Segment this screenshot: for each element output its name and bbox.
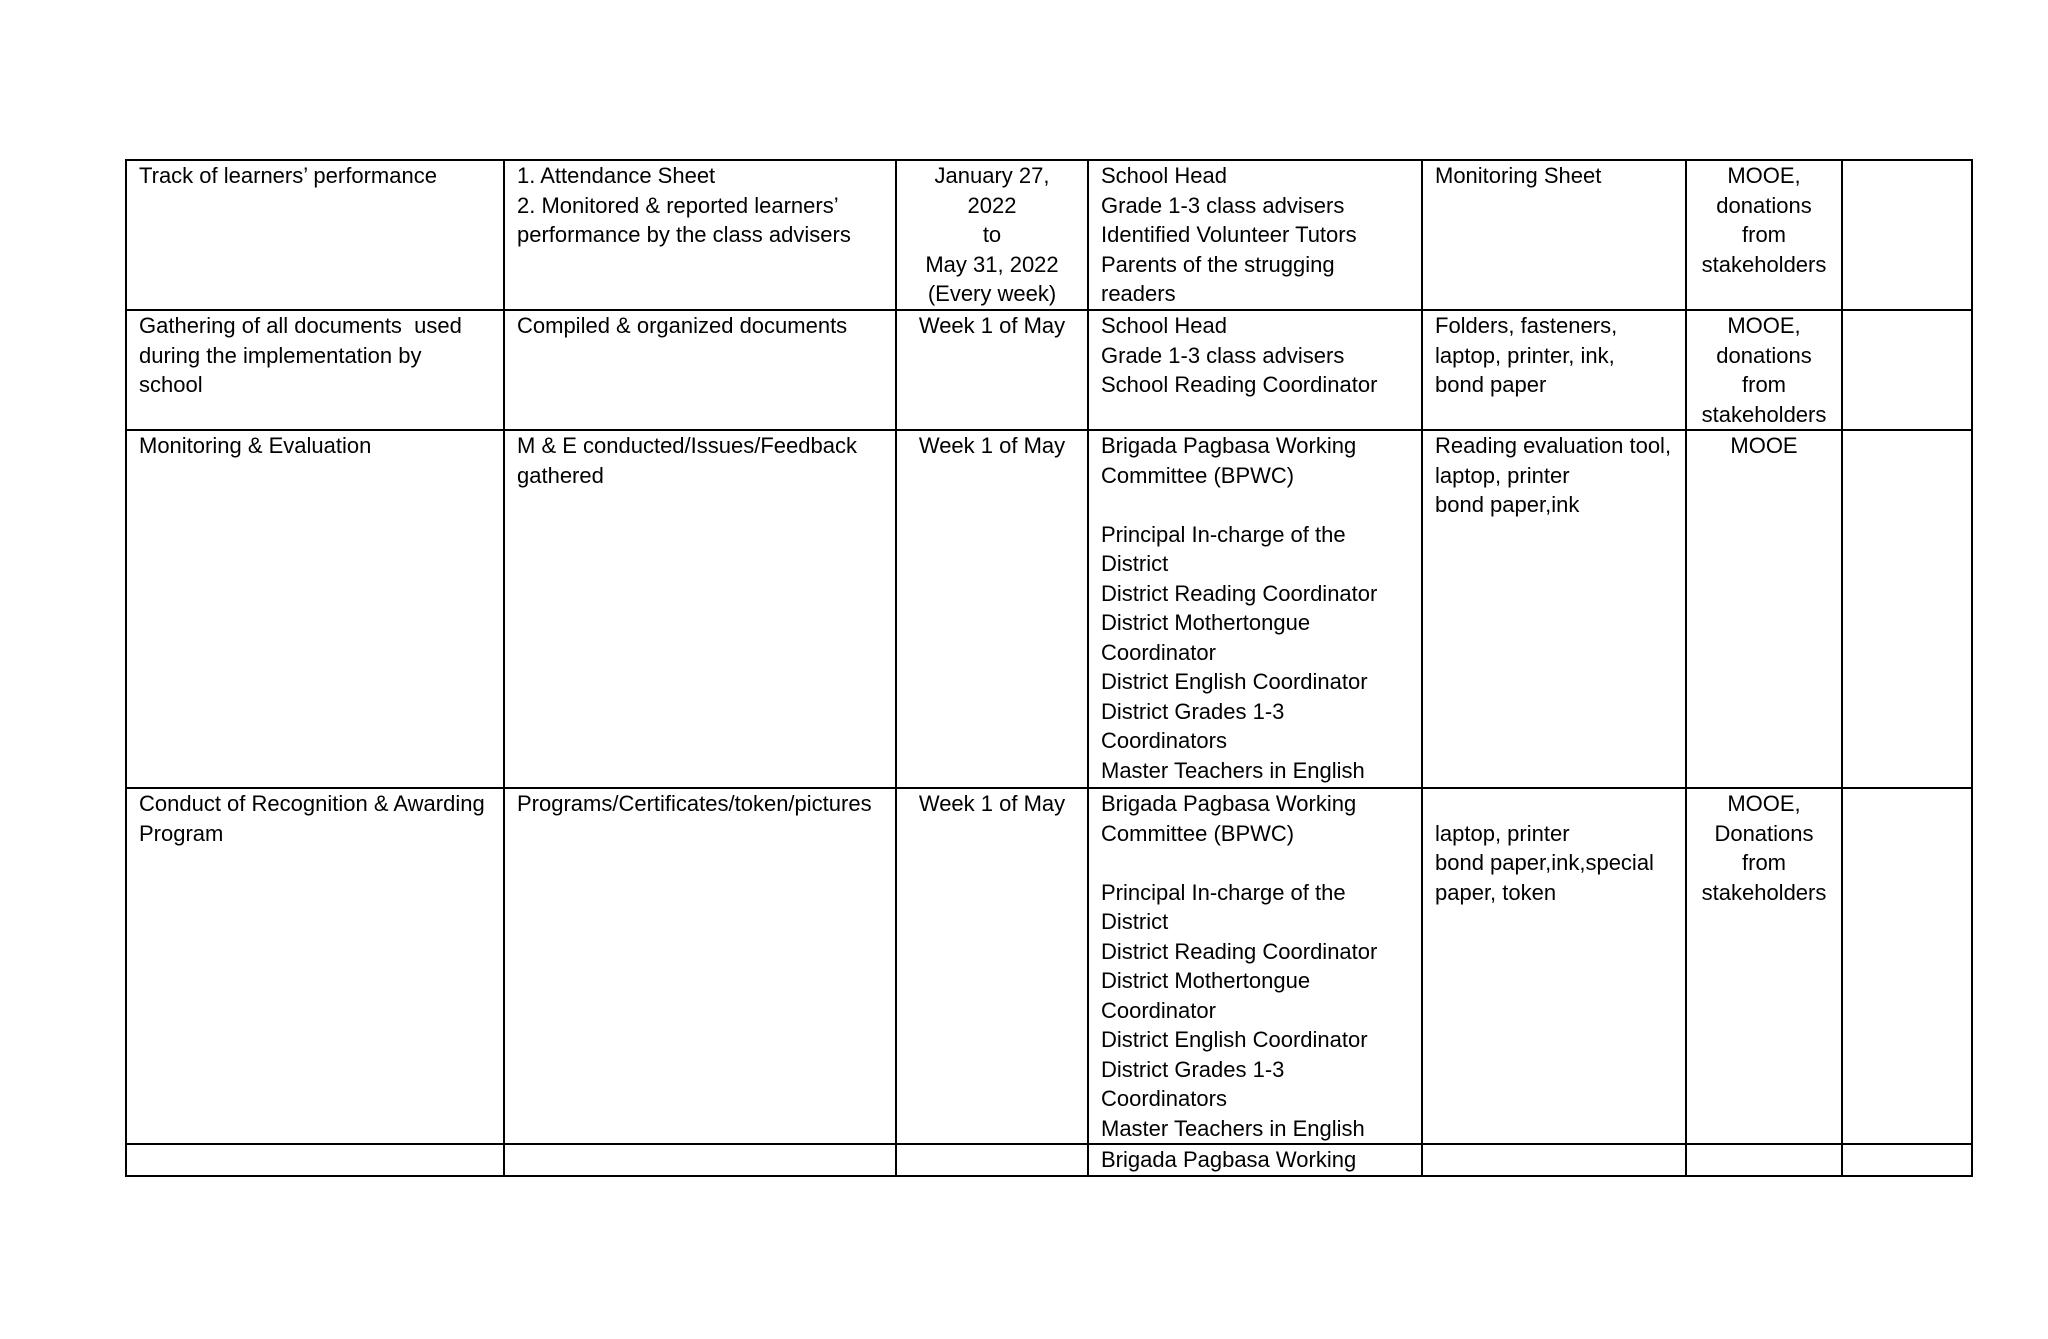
- table-row: [126, 430, 1972, 788]
- person-text: School Head: [1101, 163, 1227, 188]
- person-text: Brigada Pagbasa Working: [1101, 1147, 1357, 1172]
- output-text: 1. Attendance Sheet: [517, 163, 716, 188]
- activity-text: Program: [139, 820, 224, 846]
- materials-cell: [1422, 310, 1686, 430]
- output-text: Programs/Certificates/token/pictures: [517, 791, 872, 816]
- table-row: [126, 1144, 1972, 1176]
- remarks-cell: [1842, 310, 1972, 430]
- person-text: Committee (BPWC): [1101, 820, 1295, 846]
- activity-cell: [126, 788, 504, 1144]
- person-text: District: [1101, 551, 1169, 576]
- person-text: readers: [1101, 281, 1176, 306]
- materials-text: bond paper,ink,special: [1435, 850, 1654, 875]
- materials-text: laptop, printer: [1435, 462, 1570, 488]
- output-text: 2. Monitored & reported learners’: [517, 192, 839, 218]
- funds-text: MOOE,: [1727, 313, 1801, 338]
- table-row: [126, 160, 1972, 310]
- person-text: Identified Volunteer Tutors: [1101, 222, 1357, 247]
- activity-text: Monitoring & Evaluation: [139, 433, 372, 458]
- remarks-cell: [1842, 160, 1972, 310]
- materials-cell: [1422, 788, 1686, 1144]
- funds-text: MOOE,: [1727, 791, 1801, 816]
- timeframe-text: Week 1 of May: [918, 313, 1066, 338]
- output-text: performance by the class advisers: [517, 222, 851, 247]
- activity-text: during the implementation by: [139, 342, 422, 368]
- person-text: Coordinator: [1101, 639, 1216, 665]
- timeframe-cell: [896, 160, 1088, 310]
- person-text: District Grades 1-3: [1101, 1056, 1285, 1082]
- activity-text: school: [139, 372, 203, 397]
- funds-text: stakeholders: [1701, 879, 1827, 905]
- person-text: District Mothertongue: [1101, 968, 1311, 993]
- timeframe-cell: [896, 788, 1088, 1144]
- materials-text: [1435, 789, 1673, 819]
- output-text: gathered: [517, 462, 604, 488]
- funds-text: from: [1742, 372, 1786, 397]
- materials-cell: [1422, 160, 1686, 310]
- output-cell: [504, 310, 896, 430]
- remarks-cell: [1842, 1144, 1972, 1176]
- person-text: District English Coordinator: [1101, 1027, 1368, 1052]
- persons-involved-cell: [1088, 310, 1422, 430]
- materials-text: Monitoring Sheet: [1435, 163, 1602, 188]
- output-cell: [504, 430, 896, 788]
- person-text: Parents of the strugging: [1101, 251, 1335, 277]
- funds-cell: [1686, 310, 1842, 430]
- activity-text: Track of learners’ performance: [139, 163, 437, 188]
- materials-text: laptop, printer, ink,: [1435, 342, 1615, 368]
- activity-text: Conduct of Recognition & Awarding: [139, 791, 485, 816]
- person-text: [1101, 848, 1409, 878]
- funds-text: donations: [1716, 342, 1812, 368]
- funds-text: from: [1742, 850, 1786, 875]
- timeframe-text: to: [982, 222, 1002, 247]
- person-text: School Head: [1101, 313, 1227, 338]
- output-cell: [504, 160, 896, 310]
- funds-text: donations: [1716, 192, 1812, 218]
- person-text: District Mothertongue: [1101, 610, 1311, 635]
- output-cell: [504, 1144, 896, 1176]
- activity-text: Gathering of all documents used: [139, 313, 462, 338]
- person-text: Coordinators: [1101, 1086, 1227, 1111]
- persons-involved-cell: [1088, 1144, 1422, 1176]
- person-text: [1101, 490, 1409, 520]
- person-text: School Reading Coordinator: [1101, 372, 1378, 397]
- action-plan-table: [125, 159, 1973, 1177]
- funds-text: MOOE: [1730, 433, 1798, 458]
- output-cell: [504, 788, 896, 1144]
- timeframe-text: January 27, 2022: [934, 163, 1056, 218]
- materials-text: Reading evaluation tool,: [1435, 433, 1672, 458]
- materials-text: paper, token: [1435, 879, 1557, 905]
- timeframe-text: May 31, 2022: [925, 251, 1059, 277]
- materials-text: Folders, fasteners,: [1435, 313, 1618, 338]
- person-text: Brigada Pagbasa Working: [1101, 791, 1357, 816]
- remarks-cell: [1842, 788, 1972, 1144]
- funds-text: from: [1742, 222, 1786, 247]
- timeframe-text: (Every week): [927, 281, 1057, 306]
- activity-cell: [126, 160, 504, 310]
- output-text: M & E conducted/Issues/Feedback: [517, 433, 857, 458]
- materials-text: bond paper,ink: [1435, 492, 1580, 517]
- person-text: Grade 1-3 class advisers: [1101, 192, 1345, 218]
- materials-cell: [1422, 1144, 1686, 1176]
- activity-cell: [126, 430, 504, 788]
- funds-cell: [1686, 160, 1842, 310]
- materials-cell: [1422, 430, 1686, 788]
- person-text: District English Coordinator: [1101, 669, 1368, 694]
- person-text: Coordinators: [1101, 728, 1227, 753]
- timeframe-text: Week 1 of May: [918, 791, 1066, 816]
- funds-cell: [1686, 1144, 1842, 1176]
- timeframe-cell: [896, 310, 1088, 430]
- table-row: [126, 788, 1972, 1144]
- person-text: District Grades 1-3: [1101, 698, 1285, 724]
- timeframe-cell: [896, 1144, 1088, 1176]
- person-text: Brigada Pagbasa Working: [1101, 433, 1357, 458]
- materials-text: laptop, printer: [1435, 820, 1570, 846]
- funds-text: Donations: [1714, 820, 1814, 846]
- funds-text: stakeholders: [1701, 401, 1827, 427]
- persons-involved-cell: [1088, 160, 1422, 310]
- person-text: Master Teachers in English: [1101, 757, 1365, 783]
- timeframe-cell: [896, 430, 1088, 788]
- activity-cell: [126, 310, 504, 430]
- person-text: District Reading Coordinator: [1101, 580, 1378, 606]
- persons-involved-cell: [1088, 788, 1422, 1144]
- funds-text: stakeholders: [1701, 251, 1827, 277]
- funds-cell: [1686, 430, 1842, 788]
- output-text: Compiled & organized documents: [517, 313, 848, 338]
- materials-text: bond paper: [1435, 372, 1547, 397]
- persons-involved-cell: [1088, 430, 1422, 788]
- person-text: District Reading Coordinator: [1101, 938, 1378, 964]
- person-text: Principal In-charge of the: [1101, 879, 1346, 905]
- activity-cell: [126, 1144, 504, 1176]
- table-row: [126, 310, 1972, 430]
- person-text: Grade 1-3 class advisers: [1101, 342, 1345, 368]
- person-text: Master Teachers in English: [1101, 1115, 1365, 1141]
- person-text: Principal In-charge of the: [1101, 521, 1346, 547]
- person-text: Coordinator: [1101, 997, 1216, 1023]
- person-text: District: [1101, 909, 1169, 934]
- remarks-cell: [1842, 430, 1972, 788]
- funds-cell: [1686, 788, 1842, 1144]
- person-text: Committee (BPWC): [1101, 462, 1295, 488]
- funds-text: MOOE,: [1727, 163, 1801, 188]
- timeframe-text: Week 1 of May: [918, 433, 1066, 458]
